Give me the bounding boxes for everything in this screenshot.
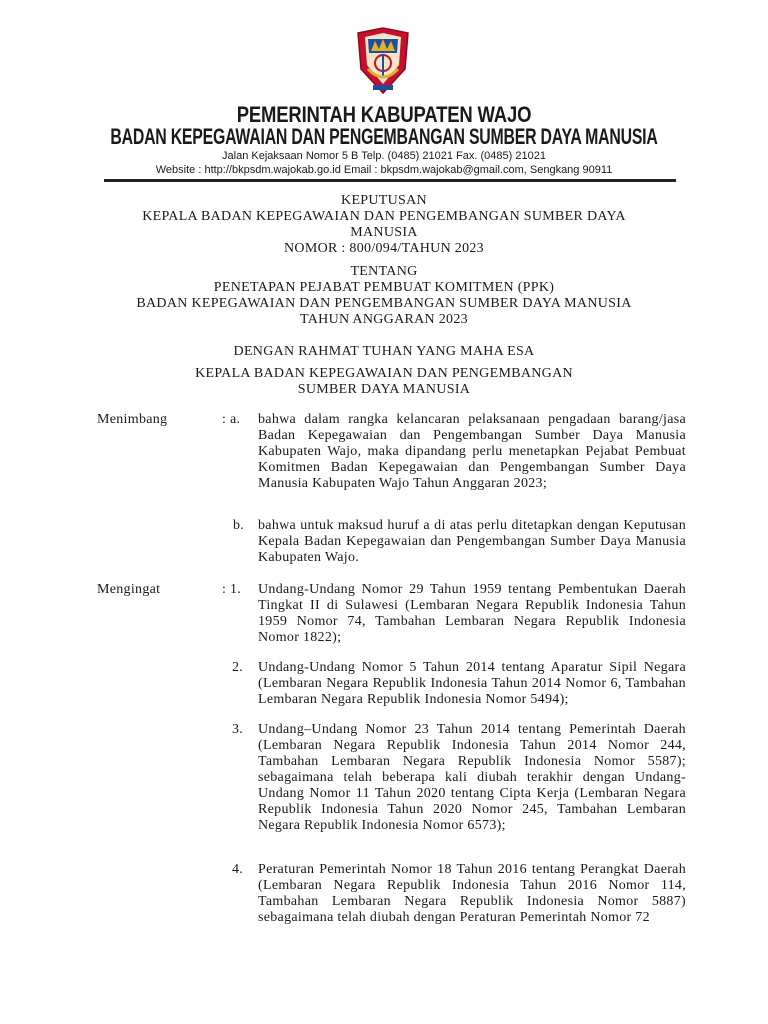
decree-official-2: SUMBER DAYA MANUSIA: [297, 382, 471, 397]
mengingat-marker-1: : 1.: [222, 582, 242, 597]
mengingat-marker-2: 2.: [232, 660, 244, 675]
mengingat-marker-3: 3.: [232, 722, 244, 737]
decree-number: NOMOR : 800/094/TAHUN 2023: [284, 241, 484, 256]
menimbang-item-b: bahwa untuk maksud huruf a di atas perlu ditetapkan dengan Keputusan Kepala Badan Kepegawaian dan Pengembangan Sumber Daya Manusia Kabupaten Wajo.: [258, 518, 686, 565]
mengingat-label: Mengingat: [97, 582, 161, 597]
letterhead-address: Jalan Kejaksaan Nomor 5 B Telp. (0485) 21021 Fax. (0485) 21021: [222, 150, 546, 162]
decree-subject-2: BADAN KEPEGAWAIAN DAN PENGEMBANGAN SUMBER DAYA MANUSIA: [136, 296, 632, 311]
mengingat-item-4: Peraturan Pemerintah Nomor 18 Tahun 2016 tentang Perangkat Daerah (Lembaran Negara Republik Indonesia Tahun 2016 Nomor 114, Tambahan Lembaran Negara Republik Indonesia Nomor 5887) sebagaimana telah diubah dengan Peraturan Pemerintah Nomor 72: [258, 862, 686, 925]
decree-subject-1: PENETAPAN PEJABAT PEMBUAT KOMITMEN (PPK): [213, 280, 555, 295]
mengingat-item-2: Undang-Undang Nomor 5 Tahun 2014 tentang Aparatur Sipil Negara (Lembaran Negara Republik Indonesia Tahun 2014 Nomor 6, Tambahan Lembaran Negara Republik Indonesia Nomor 5494);: [258, 660, 686, 707]
mengingat-item-3: Undang–Undang Nomor 23 Tahun 2014 tentang Pemerintah Daerah (Lembaran Negara Republik Indonesia Tahun 2014 Nomor 244, Tambahan Lembaran Negara Republik Indonesia Nomor 5587); sebagaimana telah beberapa kali diubah terakhir dengan Undang-Undang Nomor 11 Tahun 2020 tentang Cipta Kerja (Lembaran Negara Republik Indonesia Tahun 2020 Nomor 245, Tambahan Lembaran Negara Republik Indonesia Nomor 6573);: [258, 722, 686, 833]
letterhead-contact: Website : http://bkpsdm.wajokab.go.id Email : bkpsdm.wajokab@gmail.com, Sengkang 90911: [155, 164, 613, 176]
mengingat-item-1: Undang-Undang Nomor 29 Tahun 1959 tentang Pembentukan Daerah Tingkat II di Sulawesi (Lembaran Negara Republik Indonesia Tahun 1959 Nomor 74, Tambahan Lembaran Negara Republik Indonesia Nomor 1822);: [258, 582, 686, 645]
decree-about: TENTANG: [350, 264, 418, 279]
menimbang-marker-a: : a.: [222, 412, 241, 427]
mengingat-marker-4: 4.: [232, 862, 244, 877]
menimbang-label: Menimbang: [97, 412, 168, 427]
letterhead-government: PEMERINTAH KABUPATEN WAJO: [236, 102, 532, 127]
menimbang-marker-b: b.: [233, 518, 245, 533]
menimbang-item-a: bahwa dalam rangka kelancaran pelaksanaan pengadaan barang/jasa Badan Kepegawaian dan Pengembangan Sumber Daya Manusia Kabupaten Wajo, maka dipandang perlu menetapkan Pejabat Pembuat Komitmen Badan Kepegawaian dan Pengembangan Sumber Daya Manusia Kabupaten Wajo Tahun Anggaran 2023;: [258, 412, 686, 491]
decree-issuer: KEPALA BADAN KEPEGAWAIAN DAN PENGEMBANGAN SUMBER DAYA: [142, 209, 626, 224]
letterhead-divider: [104, 179, 676, 182]
decree-subject-3: TAHUN ANGGARAN 2023: [300, 312, 468, 327]
regency-crest-icon: [355, 27, 411, 97]
decree-official-1: KEPALA BADAN KEPEGAWAIAN DAN PENGEMBANGAN: [195, 366, 573, 381]
decree-blessing: DENGAN RAHMAT TUHAN YANG MAHA ESA: [233, 344, 535, 359]
decree-issuer-cont: MANUSIA: [350, 225, 418, 240]
letterhead-agency: BADAN KEPEGAWAIAN DAN PENGEMBANGAN SUMBER DAYA MANUSIA: [110, 124, 658, 149]
decree-title: KEPUTUSAN: [341, 193, 427, 208]
